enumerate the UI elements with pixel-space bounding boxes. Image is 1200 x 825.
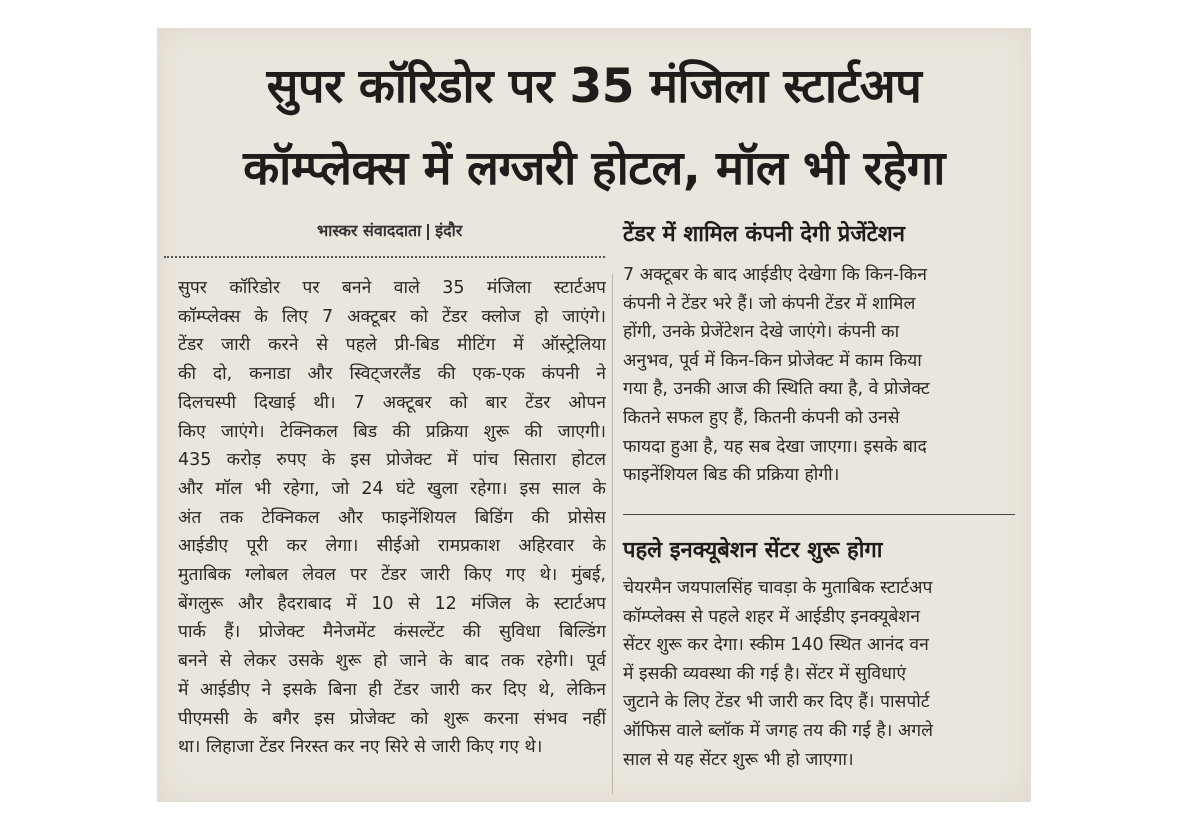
body-line: टेंडर जारी करने से पहले प्री-बिड मीटिंग में ऑस्ट्रेलिया [178,335,606,356]
body-line: और मॉल भी रहेगा, जो 24 घंटे खुला रहेगा। इस साल के [178,478,606,499]
body-line: चेयरमैन जयपालसिंह चावड़ा के मुताबिक स्टार्टअप [623,578,933,598]
byline-separator [427,224,429,240]
body-line: में आईडीए ने इसके बिना ही टेंडर जारी कर दिए थे, लेकिन [178,679,606,700]
newspaper-clipping [157,28,1031,802]
left-column-body [178,274,606,762]
body-line: पार्क हैं। प्रोजेक्ट मैनेजमेंट कंसल्टेंट की सुविधा बिल्डिंग [178,622,606,643]
headline [157,46,1031,210]
section-heading-incubation: पहले इनक्यूबेशन सेंटर शुरू होगा [623,538,883,563]
body-line: गया है, उनकी आज की स्थिति क्या है, वे प्रोजेक्ट [623,379,930,400]
body-line: 7 अक्टूबर के बाद आईडीए देखेगा कि किन-किन [623,265,927,285]
column-divider [612,274,613,794]
body-line: बेंगलुरू और हैदराबाद में 10 से 12 मंजिल के स्टार्टअप [178,593,606,614]
body-line: ऑफिस वाले ब्लॉक में जगह तय की गई है। अगले [623,720,934,741]
body-line: फायदा हुआ है, यह सब देखा जाएगा। इसके बाद [623,436,927,457]
body-line: कॉम्प्लेक्स के लिए 7 अक्टूबर को टेंडर क्लोज हो जाएंगे। [178,306,606,327]
section-heading-presentation: टेंडर में शामिल कंपनी देगी प्रेजेंटेशन [623,222,905,247]
body-line: फाइनेंशियल बिड की प्रक्रिया होगी। [623,465,840,486]
section-body-presentation [623,261,1019,490]
body-line: 435 करोड़ रुपए के इस प्रोजेक्ट में पांच सितारा होटल [178,450,606,471]
body-line: पीएमसी के बगैर इस प्रोजेक्ट को शुरू करना संभव नहीं [178,708,606,729]
body-line: दिलचस्पी दिखाई थी। 7 अक्टूबर को बार टेंडर ओपन [178,392,606,413]
body-line: कितने सफल हुए हैं, कितनी कंपनी को उनसे [623,407,900,428]
byline-reporter: भास्कर संवाददाता [317,221,422,240]
headline-line-1: सुपर कॉरिडोर पर 35 मंजिला स्टार्टअप [266,59,922,114]
body-line: आईडीए पूरी कर लेगा। सीईओ रामप्रकाश अहिरवार के [178,536,606,557]
body-line: बनने से लेकर उसके शुरू हो जाने के बाद तक रहेगी। पूर्व [178,651,606,672]
byline-city: इंदौर [435,221,463,240]
body-line: कॉम्प्लेक्स से पहले शहर में आईडीए इनक्यूबेशन [623,606,920,627]
body-line: किए जाएंगे। टेक्निकल बिड की प्रक्रिया शुरू की जाएगी। [178,421,606,442]
body-line: अंत तक टेक्निकल और फाइनेंशियल बिडिंग की प्रोसेस [178,507,606,528]
body-line: सुपर कॉरिडोर पर बनने वाले 35 मंजिला स्टार्टअप [178,278,606,298]
body-line: में इसकी व्यवस्था की गई है। सेंटर में सुविधाएं [623,663,907,684]
dotted-rule [164,256,605,258]
body-line: साल से यह सेंटर शुरू भी हो जाएगा। [623,749,854,770]
body-line: सेंटर शुरू कर देगा। स्कीम 140 स्थित आनंद वन [623,635,929,656]
section-body-incubation [623,574,1019,774]
body-line: कंपनी ने टेंडर भरे हैं। जो कंपनी टेंडर में शामिल [623,293,916,314]
body-line: था। लिहाजा टेंडर निरस्त कर नए सिरे से जारी किए गए थे। [178,737,543,758]
section-rule [623,514,1015,515]
body-line: मुताबिक ग्लोबल लेवल पर टेंडर जारी किए गए थे। मुंबई, [178,565,606,586]
body-line: होंगी, उनके प्रेजेंटेशन देखे जाएंगे। कंपनी का [623,322,900,343]
body-line: की दो, कनाडा और स्विट्जरलैंड की एक-एक कंपनी ने [178,364,606,385]
body-line: जुटाने के लिए टेंडर भी जारी कर दिए हैं। पासपोर्ट [623,692,930,713]
headline-line-2: कॉम्प्लेक्स में लग्जरी होटल, मॉल भी रहेगा [243,141,945,196]
byline [317,219,462,241]
body-line: अनुभव, पूर्व में किन-किन प्रोजेक्ट में काम किया [623,350,922,371]
